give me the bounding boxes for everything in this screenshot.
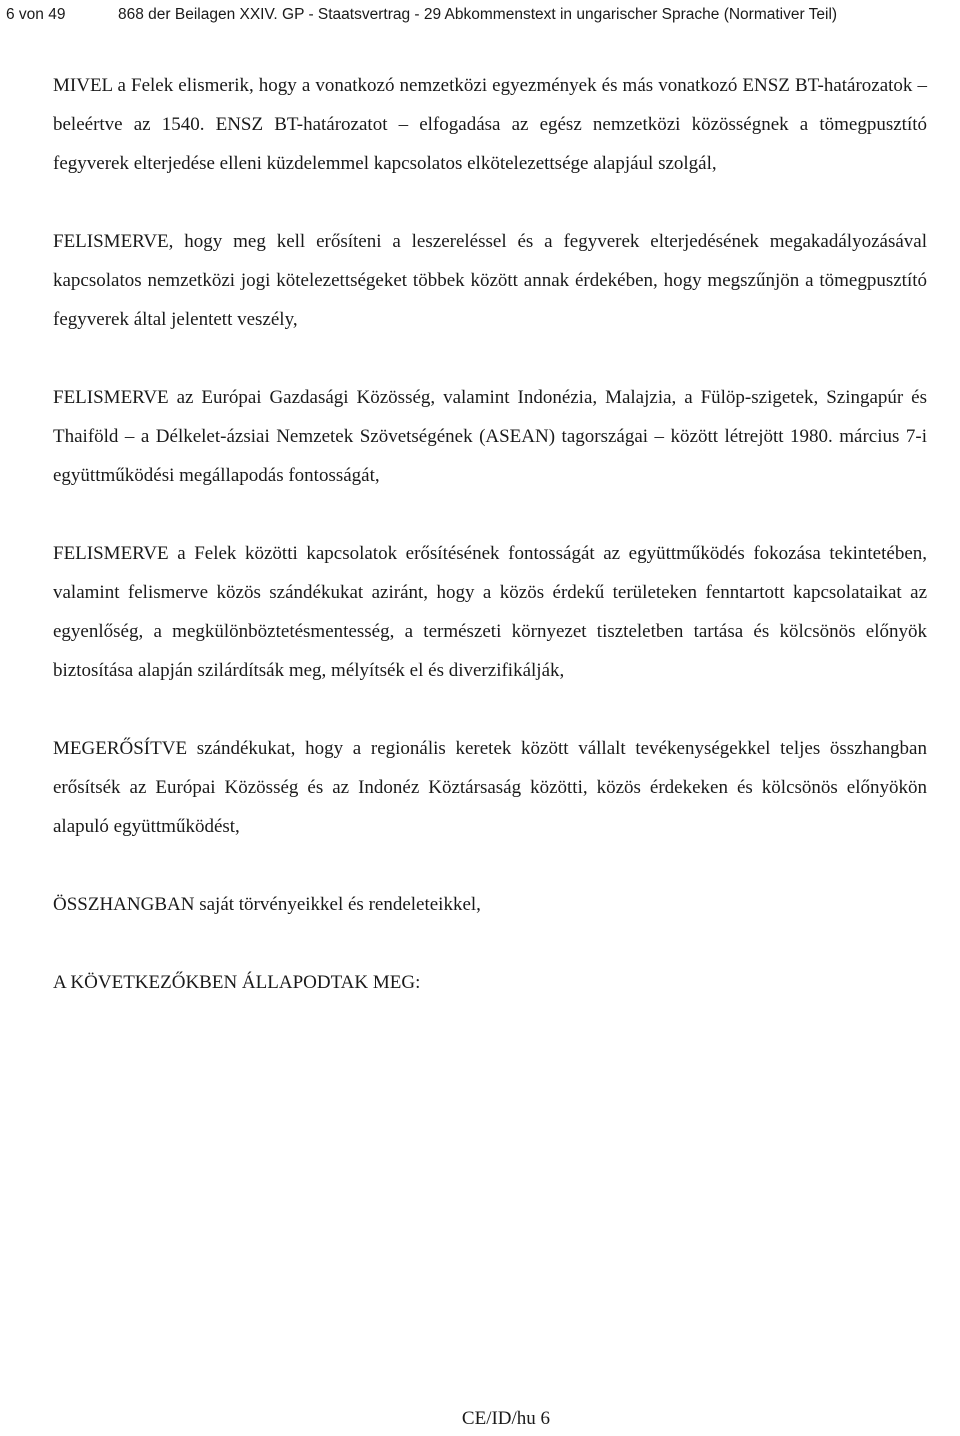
page-header	[6, 3, 954, 27]
page-count: 6 von 49	[6, 6, 66, 23]
paragraph-felismerve-leszereles: FELISMERVE, hogy meg kell erősíteni a leszereléssel és a fegyverek elterjedésének megakadályozásával kapcsolatos nemzetközi jogi kötelezettségeket többek között annak érdekében, hogy megszűnjön a tömegpusztító fegyverek által jelentett veszély,	[53, 231, 927, 330]
document-body	[53, 66, 927, 1041]
paragraph-megerositve: MEGERŐSÍTVE szándékukat, hogy a regionális keretek között vállalt tevékenységekkel teljes összhangban erősítsék az Európai Közösség és az Indonéz Köztársaság közötti, közös érdekeken és kölcsönös előnyökön alapuló együttműködést,	[53, 738, 927, 837]
paragraph-allapodtak-meg: A KÖVETKEZŐKBEN ÁLLAPODTAK MEG:	[53, 972, 421, 993]
paragraph-mivel: MIVEL a Felek elismerik, hogy a vonatkozó nemzetközi egyezmények és más vonatkozó ENSZ BT-határozatok – beleértve az 1540. ENSZ BT-határozatot – elfogadása az egész nemzetközi közösségnek a tömegpusztító fegyverek elterjedése elleni küzdelemmel kapcsolatos elkötelezettsége alapjául szolgál,	[53, 75, 927, 174]
footer-page-reference: CE/ID/hu 6	[461, 1408, 551, 1429]
paragraph-osszhangban: ÖSSZHANGBAN saját törvényeikkel és rendeleteikkel,	[53, 894, 481, 915]
document-title: 868 der Beilagen XXIV. GP - Staatsvertrag - 29 Abkommenstext in ungarischer Sprache (Normativer Teil)	[118, 6, 838, 23]
paragraph-felismerve-asean: FELISMERVE az Európai Gazdasági Közösség, valamint Indonézia, Malajzia, a Fülöp-szigetek, Szingapúr és Thaiföld – a Délkelet-ázsiai Nemzetek Szövetségének (ASEAN) tagországai – között létrejött 1980. március 7-i együttműködési megállapodás fontosságát,	[53, 387, 927, 486]
paragraph-felismerve-kapcsolatok: FELISMERVE a Felek közötti kapcsolatok erősítésének fontosságát az együttműködés fokozása tekintetében, valamint felismerve közös szándékukat aziránt, hogy a közös érdekű területeken fenntartott kapcsolataikat az egyenlőség, a megkülönböztetésmentesség, a természeti környezet tiszteletben tartása és kölcsönös előnyök biztosítása alapján szilárdítsák meg, mélyítsék el és diverzifikálják,	[53, 543, 927, 681]
page-footer	[0, 1406, 960, 1432]
